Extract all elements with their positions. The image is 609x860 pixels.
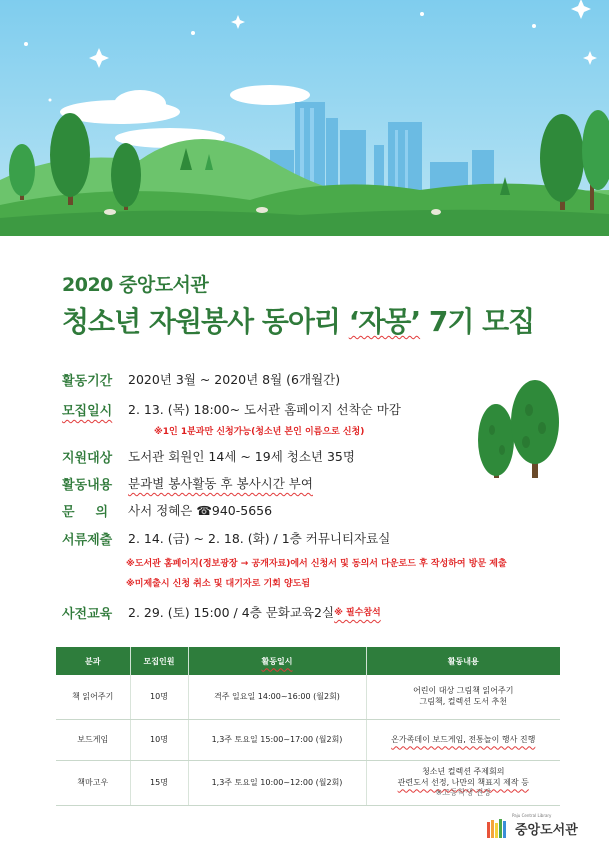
table-row [56, 761, 560, 806]
header-schedule: 활동일시 [188, 647, 366, 675]
documents-note-2: ※미제출시 신청 취소 및 대기자로 기회 양도됨 [126, 579, 311, 589]
inquiry-label-2: 의 [95, 505, 108, 520]
header-division: 분과 [56, 647, 130, 675]
info-education [62, 603, 381, 622]
content-line: 관련도서 선정, 나만의 책표지 제작 등 [397, 777, 529, 787]
table-row [56, 720, 560, 761]
hero-illustration [0, 0, 609, 236]
content-cell [366, 675, 560, 720]
header-content: 활동내용 [366, 647, 560, 675]
info-documents [62, 529, 390, 548]
schedule-cell: 격주 일요일 14:00~16:00 (월2회) [188, 675, 366, 720]
recruit-label: 모집일시 [62, 404, 113, 419]
info-period [62, 370, 340, 389]
count-cell: 15명 [130, 761, 188, 806]
documents-label: 서류제출 [62, 533, 113, 548]
table-row [56, 675, 560, 720]
books-icon [487, 818, 509, 838]
info-target [62, 447, 355, 466]
inquiry-label [62, 501, 108, 520]
tree-illustration [474, 380, 564, 484]
table-header-row [56, 647, 560, 675]
inquiry-label-1: 문 [62, 505, 75, 520]
education-note: ※ 필수참석 [334, 608, 381, 618]
main-title-prefix: 청소년 자원봉사 동아리 [62, 305, 349, 338]
info-recruit [62, 400, 401, 419]
schedule-cell: 1,3주 토요일 10:00~12:00 (월2회) [188, 761, 366, 806]
main-title-suffix: 7기 모집 [420, 305, 535, 338]
content-cell [366, 720, 560, 761]
content-label: 활동내용 [62, 478, 113, 493]
target-value: 도서관 회원인 14세 ~ 19세 청소년 35명 [128, 449, 355, 464]
division-cell: 책 읽어주기 [56, 675, 130, 720]
count-cell: 10명 [130, 675, 188, 720]
content-line: ※고등학생 권장 [435, 788, 492, 798]
content-line: 어린이 대상 그림책 읽어주기 [413, 686, 514, 696]
period-label: 활동기간 [62, 374, 113, 389]
content-line: 온가족데이 보드게임, 전통놀이 행사 진행 [391, 734, 536, 744]
club-name: ‘자몽’ [348, 305, 421, 338]
content-line: 청소년 컬렉션 주제회의 [422, 766, 505, 776]
division-cell: 보드게임 [56, 720, 130, 761]
documents-value: 2. 14. (금) ~ 2. 18. (화) / 1층 커뮤니티자료실 [128, 531, 391, 546]
education-label: 사전교육 [62, 607, 113, 622]
info-content [62, 474, 313, 493]
schedule-cell: 1,3주 토요일 15:00~17:00 (월2회) [188, 720, 366, 761]
logo-subtitle: Paju Central Library [512, 813, 552, 818]
inquiry-value: 사서 정혜은 ☎940-5656 [128, 503, 273, 518]
division-cell: 책마고우 [56, 761, 130, 806]
main-title [62, 300, 534, 340]
activity-table [56, 647, 560, 806]
header-count: 모집인원 [130, 647, 188, 675]
logo-name: 중앙도서관 [515, 822, 578, 838]
info-inquiry [62, 501, 272, 520]
year-title: 2020 중앙도서관 [62, 274, 209, 296]
content-cell [366, 761, 560, 806]
content-value: 분과별 봉사활동 후 봉사시간 부여 [128, 476, 313, 491]
recruit-value: 2. 13. (목) 18:00~ 도서관 홈페이지 선착순 마감 [128, 402, 401, 417]
target-label: 지원대상 [62, 451, 113, 466]
period-value: 2020년 3월 ~ 2020년 8월 (6개월간) [128, 372, 341, 387]
count-cell: 10명 [130, 720, 188, 761]
library-logo [487, 818, 578, 838]
documents-note-1: ※도서관 홈페이지(정보광장 → 공개자료)에서 신청서 및 동의서 다운로드 후 작성하여 방문 제출 [126, 559, 507, 569]
content-line: 그림책, 컬렉션 도서 추천 [419, 697, 507, 706]
recruit-note: ※1인 1분과만 신청가능(청소년 본인 이름으로 신청) [154, 427, 365, 437]
education-value: 2. 29. (토) 15:00 / 4층 문화교육2실 [128, 605, 335, 620]
